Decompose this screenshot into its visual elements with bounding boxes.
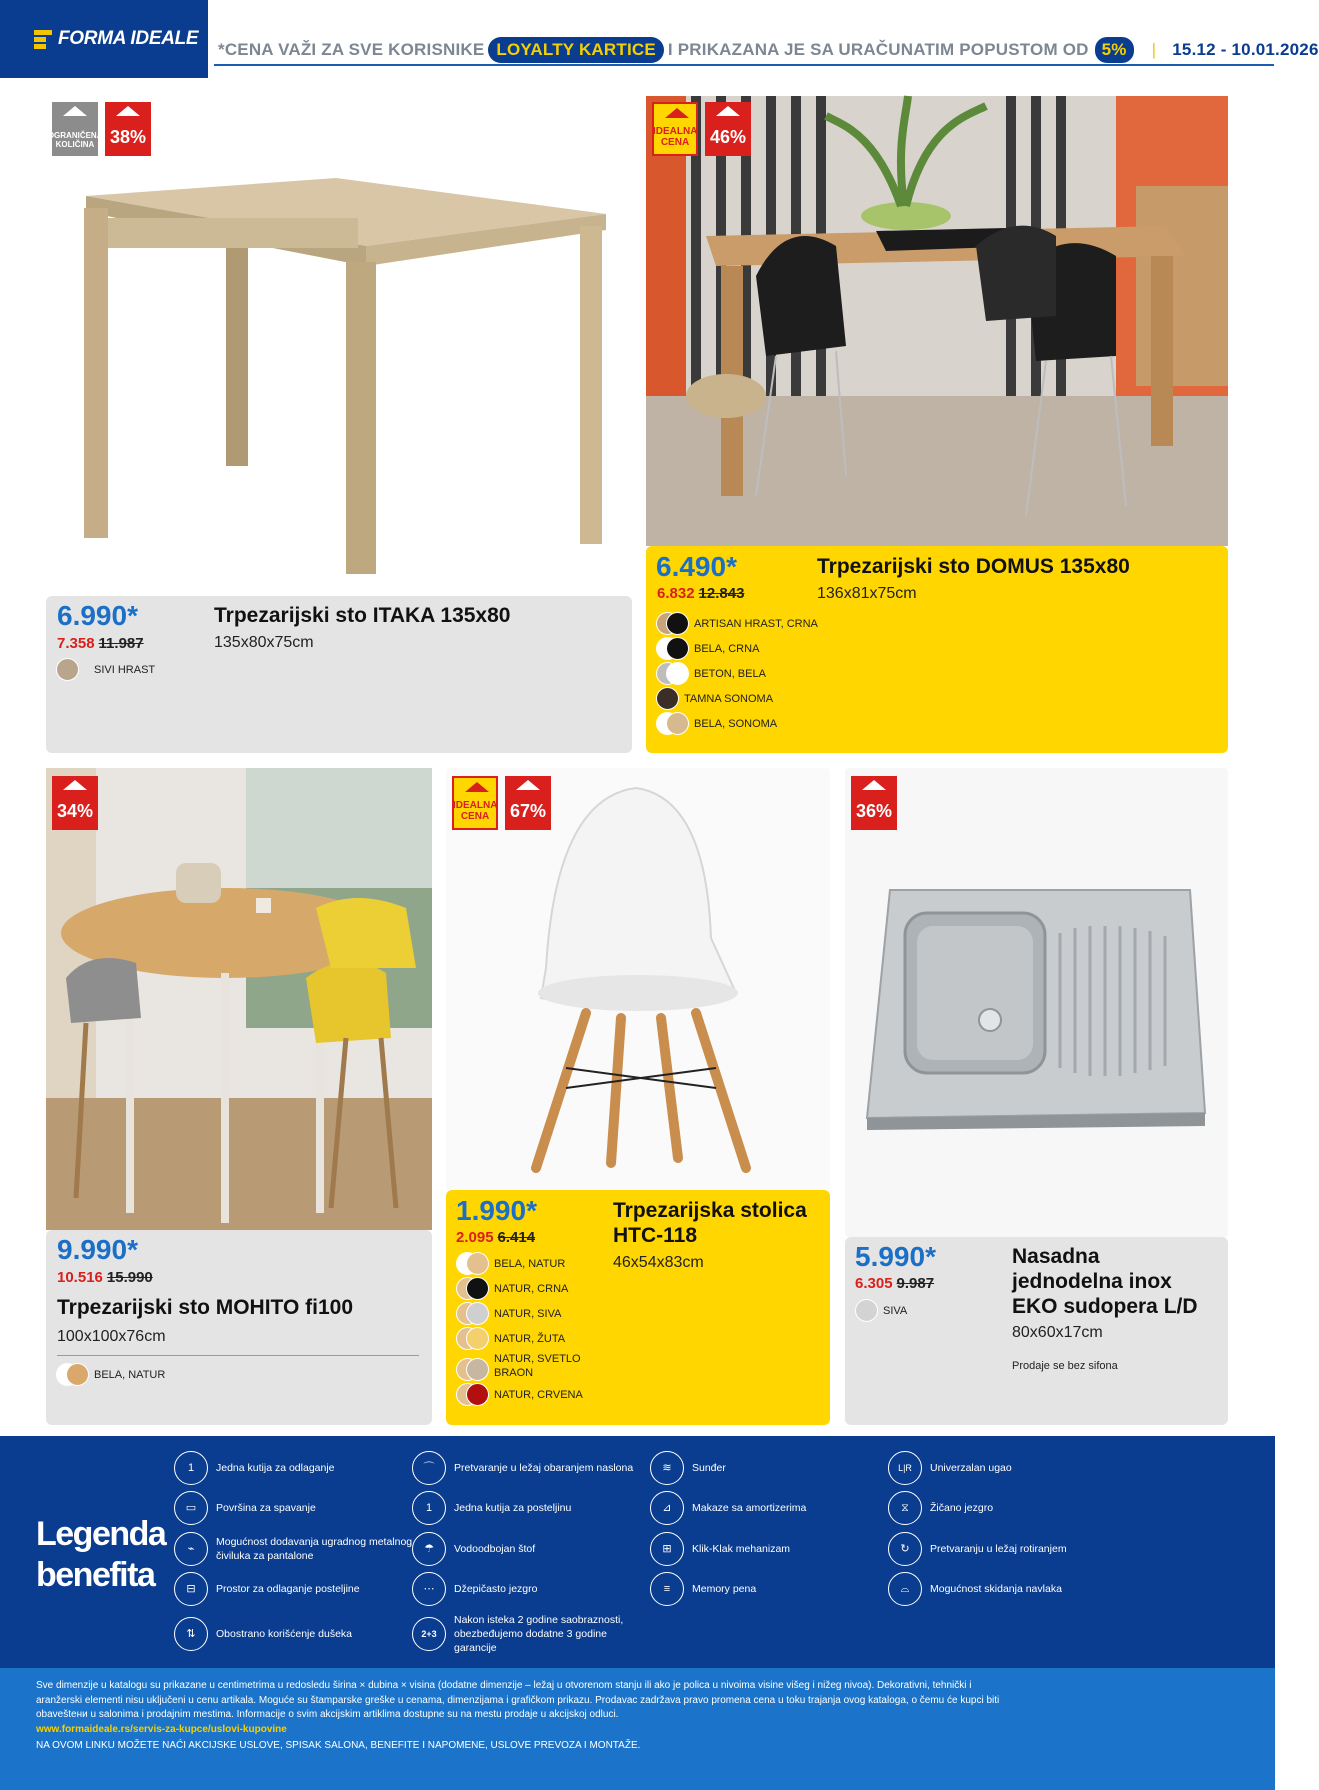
inox-sink-image xyxy=(845,768,1228,1237)
house-icon xyxy=(63,780,87,790)
two-sided-mattress-icon: ⇅ xyxy=(174,1617,208,1651)
legend-item: ⊞ Klik-Klak mehanizam xyxy=(650,1532,870,1566)
legend-item: ⧖ Žičano jezgro xyxy=(888,1491,1128,1525)
product-price-detail xyxy=(456,1229,535,1246)
legend-item: ⇅ Obostrano korišćenje dušeka xyxy=(174,1617,394,1651)
header-divider xyxy=(214,64,1274,66)
brand-name: FORMA IDEALE xyxy=(58,28,199,49)
product-title[interactable]: Trpezarijski sto DOMUS 135x80 xyxy=(817,555,1130,578)
link-info-text: NA OVOM LINKU MOŽETE NAĆI AKCIJSKE USLOVE, SPISAK SALONA, BENEFITE I NAPOMENE, USLOVE PREVOZA I MONTAŽE. xyxy=(36,1740,641,1751)
discount-badge: 46% xyxy=(705,102,751,156)
color-option[interactable]: SIVA xyxy=(855,1298,907,1323)
divider xyxy=(57,1355,419,1356)
color-swatch xyxy=(466,1383,489,1406)
product-price: 6.490* xyxy=(656,551,737,582)
color-swatch xyxy=(466,1302,489,1325)
dining-table-image xyxy=(46,96,632,586)
product-dimensions: 46x54x83cm xyxy=(613,1254,704,1271)
waterproof-icon: ☂ xyxy=(412,1532,446,1566)
product-dimensions: 135x80x75cm xyxy=(214,634,314,651)
product-title[interactable]: Nasadna jednodelna inox EKO sudopera L/D xyxy=(1012,1245,1198,1318)
house-icon xyxy=(465,782,489,792)
color-option[interactable]: BELA, SONOMA xyxy=(656,711,818,736)
regular-price: 7.358 xyxy=(57,635,95,652)
product-price-detail xyxy=(855,1275,934,1292)
header-bar xyxy=(0,0,1319,78)
legend-item: ≡ Memory pena xyxy=(650,1572,870,1606)
promo-prefix: *CENA VAŽI ZA SVE KORISNIKE xyxy=(218,40,485,59)
color-swatch xyxy=(56,658,79,681)
house-icon xyxy=(716,106,740,116)
color-option[interactable]: BELA, NATUR xyxy=(456,1251,584,1276)
product-dimensions: 80x60x17cm xyxy=(1012,1324,1103,1341)
discount-badge: 67% xyxy=(505,776,551,830)
legend-item: ⊿ Makaze sa amortizerima xyxy=(650,1491,870,1525)
house-icon xyxy=(665,108,689,118)
color-swatch xyxy=(466,1358,489,1381)
discount-badge: 36% xyxy=(851,776,897,830)
old-price: 12.843 xyxy=(698,585,745,602)
legend-title: Legenda benefita xyxy=(36,1515,166,1595)
color-option[interactable]: NATUR, SIVA xyxy=(456,1301,584,1326)
color-option[interactable]: NATUR, ŽUTA xyxy=(456,1326,584,1351)
product-image-itaka[interactable] xyxy=(46,96,632,586)
color-swatch xyxy=(666,712,689,735)
warranty-icon: 2+3 xyxy=(412,1617,446,1651)
color-options xyxy=(656,611,818,736)
legend-item: ↻ Pretvaranju u ležaj rotiranjem xyxy=(888,1532,1128,1566)
product-dimensions: 136x81x75cm xyxy=(817,585,917,602)
catalog-dates: 15.12 - 10.01.2026 xyxy=(1172,40,1319,59)
box-number-icon: 1 xyxy=(174,1451,208,1485)
color-option[interactable]: BELA, NATUR xyxy=(56,1362,165,1387)
old-price: 9.987 xyxy=(896,1275,935,1292)
legend-item: ≋ Sunđer xyxy=(650,1451,870,1485)
color-options xyxy=(56,657,155,682)
product-title[interactable]: Trpezarijski sto ITAKA 135x80 xyxy=(214,604,511,627)
house-icon xyxy=(116,106,140,116)
legend-item: L|R Univerzalan ugao xyxy=(888,1451,1128,1485)
color-option[interactable]: TAMNA SONOMA xyxy=(656,686,818,711)
legend-item: 1 Jedna kutija za posteljinu xyxy=(412,1491,642,1525)
house-icon xyxy=(862,780,886,790)
product-price: 9.990* xyxy=(57,1234,138,1265)
product-image-mohito[interactable] xyxy=(46,768,432,1230)
sleep-surface-icon: ▭ xyxy=(174,1491,208,1525)
color-swatch xyxy=(855,1299,878,1322)
pocket-core-icon: ⋯ xyxy=(412,1572,446,1606)
loyalty-card-pill: LOYALTY KARTICE xyxy=(488,37,663,63)
regular-price: 2.095 xyxy=(456,1229,494,1246)
color-option[interactable]: BELA, CRNA xyxy=(656,636,818,661)
regular-price: 6.305 xyxy=(855,1275,893,1292)
color-option[interactable]: NATUR, SVETLO BRAON xyxy=(456,1351,584,1382)
color-swatch xyxy=(466,1327,489,1350)
house-icon xyxy=(63,106,87,116)
legend-item: ⌁ Mogućnost dodavanja ugradnog metalnog čiviluka za pantalone xyxy=(174,1532,414,1566)
regular-price: 6.832 xyxy=(657,585,695,602)
color-swatch xyxy=(466,1252,489,1275)
old-price: 6.414 xyxy=(497,1229,536,1246)
color-options xyxy=(456,1251,584,1407)
product-dimensions: 100x100x76cm xyxy=(57,1328,166,1345)
ideal-price-badge: IDEALNA CENA xyxy=(652,102,698,156)
bedding-storage-icon: ⊟ xyxy=(174,1572,208,1606)
memory-foam-icon: ≡ xyxy=(650,1572,684,1606)
shock-absorber-icon: ⊿ xyxy=(650,1491,684,1525)
dining-room-scene-image xyxy=(646,96,1228,546)
sponge-icon: ≋ xyxy=(650,1451,684,1485)
color-swatch xyxy=(666,612,689,635)
disclaimer-text: Sve dimenzije u katalogu su prikazane u centimetrima u redosledu širina × dubina × visina (dodatne dimenzije – ležaj u otvorenom stanju ili ako je polica u nivoima visine višeg i nižeg nivoa). Dekorativni, tehnički i aranžerski elementi nisu uključeni u cenu artikala. Moguće su štamparske greške u cenama, dimenzijama i grafičkom prikazu. Prodavac zadržava pravo promena cena u toku trajanja ovog kataloga, o čemu će kupci biti obaveštени u salonima i prodajnim mestima. Informacije o svim akcijskim artiklima dostupne su na mestu prodaje u akcijskoj odluci. xyxy=(36,1680,1000,1720)
legend-item: ☂ Vodoodbojan štof xyxy=(412,1532,642,1566)
product-price-detail xyxy=(57,1269,153,1286)
legend-item: ⌓ Mogućnost skidanja navlaka xyxy=(888,1572,1128,1606)
removable-cover-icon: ⌓ xyxy=(888,1572,922,1606)
rotation-icon: ↻ xyxy=(888,1532,922,1566)
old-price: 15.990 xyxy=(106,1269,153,1286)
click-clack-icon: ⊞ xyxy=(650,1532,684,1566)
promo-suffix: I PRIKAZANA JE SA URAČUNATIM POPUSTOM OD xyxy=(667,40,1089,59)
discount-badge: 34% xyxy=(52,776,98,830)
legend-item: ▭ Površina za spavanje xyxy=(174,1491,394,1525)
product-price: 6.990* xyxy=(57,600,138,631)
color-swatch xyxy=(666,662,689,685)
legend-item: ⌒ Pretvaranje u ležaj obaranjem naslona xyxy=(412,1451,642,1485)
color-options xyxy=(56,1362,165,1387)
product-note: Prodaje se bez sifona xyxy=(1012,1360,1118,1372)
color-option[interactable]: BETON, BELA xyxy=(656,661,818,686)
ideal-price-badge: IDEALNA CENA xyxy=(452,776,498,830)
round-table-scene-image xyxy=(46,768,432,1230)
terms-link[interactable]: www.formaideale.rs/servis-za-kupce/uslovi-kupovine xyxy=(36,1723,287,1735)
color-swatch xyxy=(466,1277,489,1300)
legend-item: ⋯ Džepičasto jezgro xyxy=(412,1572,642,1606)
universal-corner-icon: L|R xyxy=(888,1451,922,1485)
color-options xyxy=(855,1298,907,1323)
house-icon xyxy=(516,780,540,790)
benefits-legend xyxy=(0,1436,1275,1668)
header-separator: | xyxy=(1151,40,1157,59)
color-option[interactable]: NATUR, CRNA xyxy=(456,1276,584,1301)
product-image-sink[interactable] xyxy=(845,768,1228,1237)
promo-discount-badge: 5% xyxy=(1095,37,1134,63)
metal-hanger-icon: ⌁ xyxy=(174,1532,208,1566)
color-swatch xyxy=(666,637,689,660)
box-number-icon: 1 xyxy=(412,1491,446,1525)
product-image-htc118[interactable] xyxy=(446,768,830,1190)
brand-mark-icon xyxy=(34,30,52,48)
color-swatch xyxy=(656,687,679,710)
legend-item: 1 Jedna kutija za odlaganje xyxy=(174,1451,394,1485)
spring-core-icon: ⧖ xyxy=(888,1491,922,1525)
legend-item: 2+3 Nakon isteka 2 godine saobraznosti, obezbeđujemo dodatne 3 godine garancije xyxy=(412,1613,642,1656)
product-price: 1.990* xyxy=(456,1195,537,1226)
old-price: 11.987 xyxy=(98,635,144,652)
color-option[interactable]: SIVI HRAST xyxy=(56,657,155,682)
product-price-detail xyxy=(657,585,744,602)
color-option[interactable]: ARTISAN HRAST, CRNA xyxy=(656,611,818,636)
product-title[interactable]: Trpezarijski sto MOHITO fi100 xyxy=(57,1296,354,1319)
footer-disclaimer xyxy=(0,1668,1275,1790)
white-chair-image xyxy=(446,768,830,1190)
product-title[interactable]: Trpezarijska stolica HTC-118 xyxy=(613,1199,807,1247)
brand-logo[interactable] xyxy=(0,0,208,78)
product-image-domus[interactable] xyxy=(646,96,1228,546)
regular-price: 10.516 xyxy=(57,1269,103,1286)
loyalty-promo-text xyxy=(218,37,1319,63)
recline-icon: ⌒ xyxy=(412,1451,446,1485)
product-price: 5.990* xyxy=(855,1241,936,1272)
legend-item: ⊟ Prostor za odlaganje posteljine xyxy=(174,1572,394,1606)
color-option[interactable]: NATUR, CRVENA xyxy=(456,1382,584,1407)
discount-badge: 38% xyxy=(105,102,151,156)
limited-quantity-badge: OGRANIČENA KOLIČINA xyxy=(52,102,98,156)
product-price-detail xyxy=(57,635,144,652)
color-swatch xyxy=(66,1363,89,1386)
